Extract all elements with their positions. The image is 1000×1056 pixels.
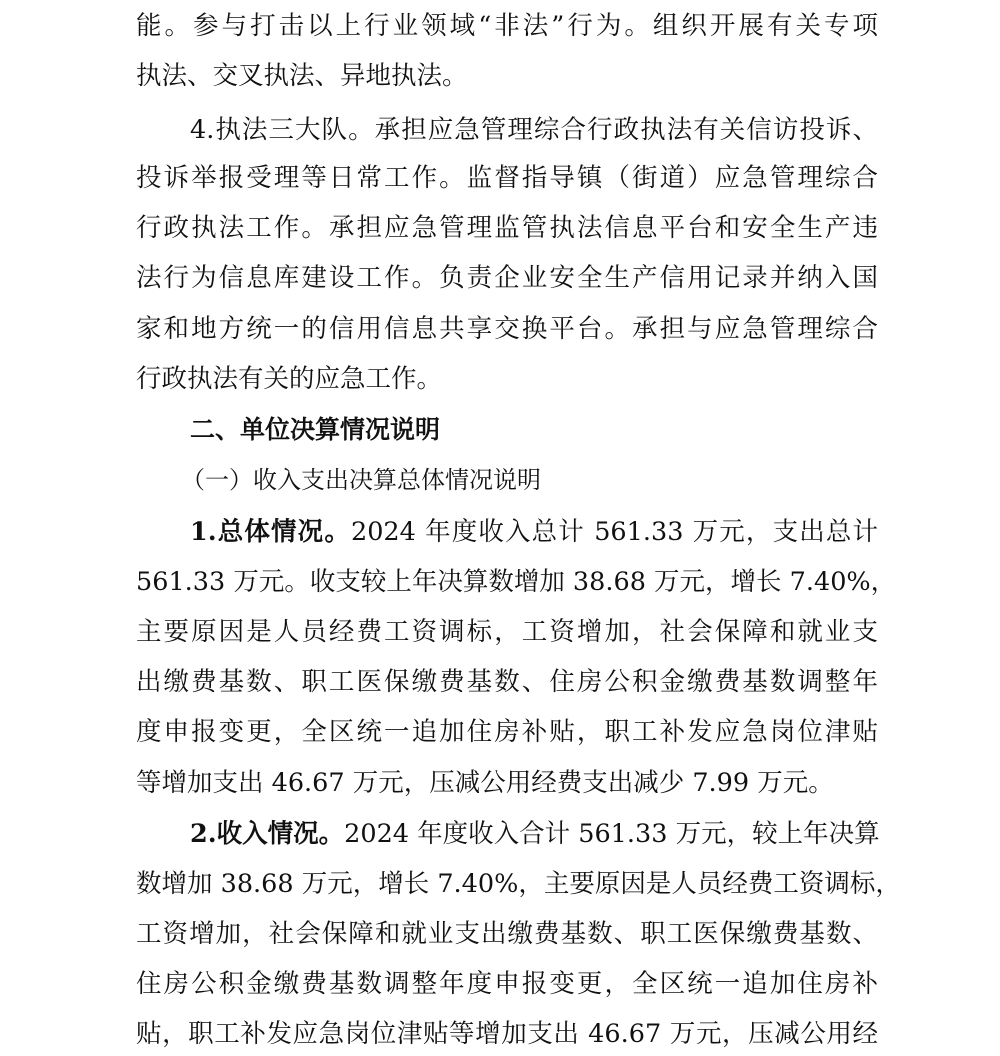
paragraph-text: 2024 年度收入总计 561.33 万元，支出总计 xyxy=(350,517,878,547)
text-line: 家和地方统一的信用信息共享交换平台。承担与应急管理综合 xyxy=(136,314,878,344)
text-line: 投诉举报受理等日常工作。监督指导镇（街道）应急管理综合 xyxy=(136,163,878,193)
text-line: 能。参与打击以上行业领域“非法”行为。组织开展有关专项 xyxy=(136,11,878,41)
paragraph-first-line xyxy=(190,814,878,854)
text-line: 561.33 万元。收支较上年决算数增加 38.68 万元，增长 7.40%， xyxy=(136,567,897,597)
text-line: 行政执法有关的应急工作。 xyxy=(136,364,443,394)
section-heading: 二、单位决算情况说明 xyxy=(190,415,441,444)
text-line: 执法、交叉执法、异地执法。 xyxy=(136,61,468,91)
text-line: 住房公积金缴费基数调整年度申报变更，全区统一追加住房补 xyxy=(136,969,878,999)
text-line: 等增加支出 46.67 万元，压减公用经费支出减少 7.99 万元。 xyxy=(136,768,834,798)
text-line: 出缴费基数、职工医保缴费基数、住房公积金缴费基数调整年 xyxy=(136,667,878,697)
text-line: 4.执法三大队。承担应急管理综合行政执法有关信访投诉、 xyxy=(190,115,878,145)
text-line: 数增加 38.68 万元，增长 7.40%，主要原因是人员经费工资调标， xyxy=(136,869,901,899)
text-line: 法行为信息库建设工作。负责企业安全生产信用记录并纳入国 xyxy=(136,263,878,293)
paragraph-first-line xyxy=(190,512,878,552)
subsection-heading: （一）收入支出决算总体情况说明 xyxy=(181,466,541,494)
paragraph-lead: 1.总体情况。 xyxy=(190,517,351,547)
text-line: 度申报变更，全区统一追加住房补贴，职工补发应急岗位津贴 xyxy=(136,717,878,747)
paragraph-text: 2024 年度收入合计 561.33 万元，较上年决算 xyxy=(344,819,880,849)
text-line: 贴，职工补发应急岗位津贴等增加支出 46.67 万元，压减公用经 xyxy=(136,1019,878,1049)
paragraph-lead: 2.收入情况。 xyxy=(190,819,345,849)
text-line: 工资增加，社会保障和就业支出缴费基数、职工医保缴费基数、 xyxy=(136,919,878,949)
text-line: 主要原因是人员经费工资调标，工资增加，社会保障和就业支 xyxy=(136,617,878,647)
text-line: 行政执法工作。承担应急管理监管执法信息平台和安全生产违 xyxy=(136,213,878,243)
